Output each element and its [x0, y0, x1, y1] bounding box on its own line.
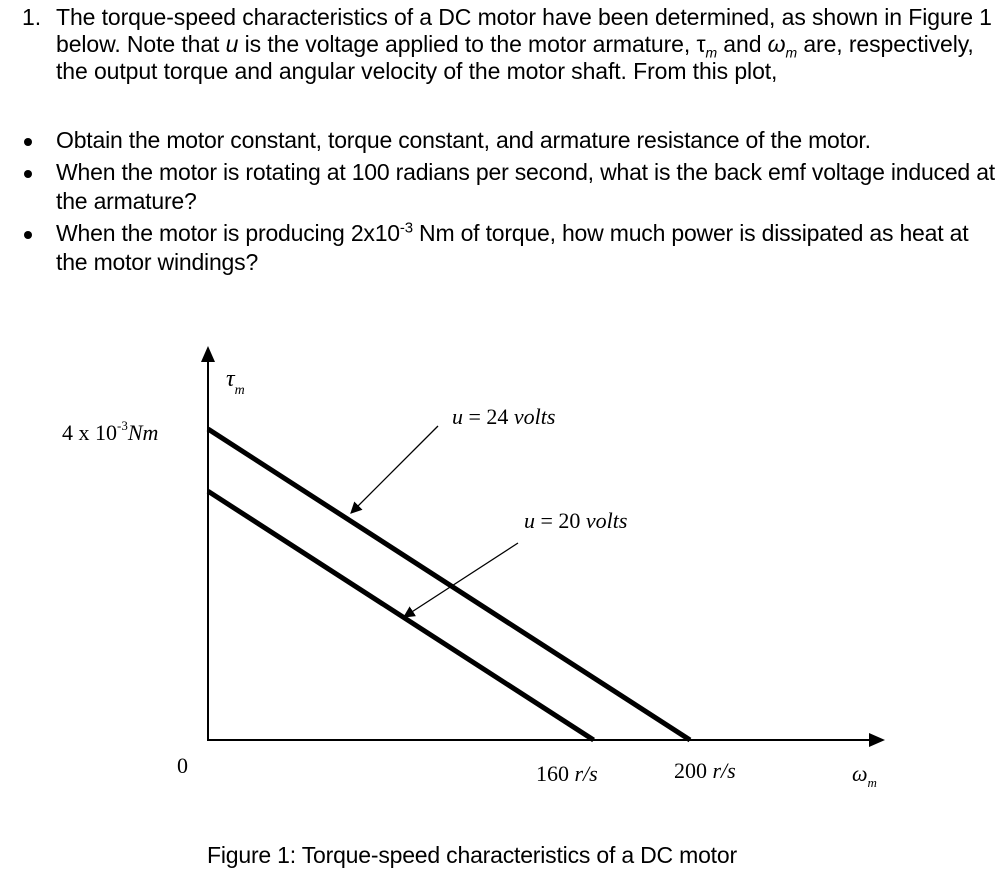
torque-speed-chart	[0, 330, 1007, 840]
omega-subscript: m	[785, 44, 798, 61]
origin-label: 0	[177, 753, 188, 778]
question-block	[22, 4, 1002, 85]
list-item	[22, 219, 1004, 277]
series-label-24v: u = 24 volts	[452, 404, 556, 429]
bullet-text: Obtain the motor constant, torque constant, and armature resistance of the motor.	[56, 127, 871, 153]
bullet-list	[22, 126, 1004, 280]
bullet-text: When the motor is rotating at 100 radians per second, what is the back emf voltage induced at the armature?	[56, 159, 995, 214]
bullet-text-after: Nm of torque, how much power is dissipated as heat at the motor windings?	[56, 220, 969, 275]
bullet-icon	[24, 231, 32, 239]
x-tick-label-200: 200 r/s	[674, 758, 736, 783]
question-intro	[56, 4, 1002, 85]
pointer-arrow-20v	[404, 543, 518, 617]
bullet-icon	[24, 138, 32, 146]
y-tick-label: 4 x $10^{-3}Nm$	[62, 418, 159, 445]
x-axis-label: $\omega_m$	[852, 761, 877, 790]
list-item	[22, 158, 1004, 216]
intro-part3: are, respectively, the output torque and angular velocity of the motor shaft. From this plot,	[56, 31, 974, 84]
x-tick-label-160: 160 r/s	[536, 761, 598, 786]
figure-caption: Figure 1: Torque-speed characteristics of a DC motor	[207, 842, 737, 868]
intro-var-u: u	[225, 31, 239, 57]
tau-subscript: m	[705, 44, 718, 61]
tau-symbol: τ	[696, 31, 706, 57]
pointer-arrow-24v	[351, 426, 438, 513]
intro-part1: The torque-speed characteristics of a DC motor have been determined, as shown in Figure 1 below. Note that	[56, 4, 992, 57]
y-axis-arrow-icon	[201, 346, 215, 362]
series-line-24v	[208, 429, 690, 740]
intro-part2: is the voltage applied to the motor armature,	[238, 31, 697, 57]
intro-and: and	[717, 31, 768, 57]
question-number: 1.	[22, 4, 42, 30]
y-axis-label: $\tau_m$	[226, 366, 245, 398]
series-label-20v: u = 20 volts	[524, 508, 628, 533]
bullet-exponent: -3	[399, 219, 413, 237]
x-axis-arrow-icon	[869, 733, 885, 747]
series-layer	[208, 429, 690, 740]
list-item	[22, 126, 1004, 155]
bullet-icon	[24, 170, 32, 178]
omega-symbol: ω	[767, 31, 786, 57]
bullet-text-before: When the motor is producing 2x10	[56, 220, 400, 246]
